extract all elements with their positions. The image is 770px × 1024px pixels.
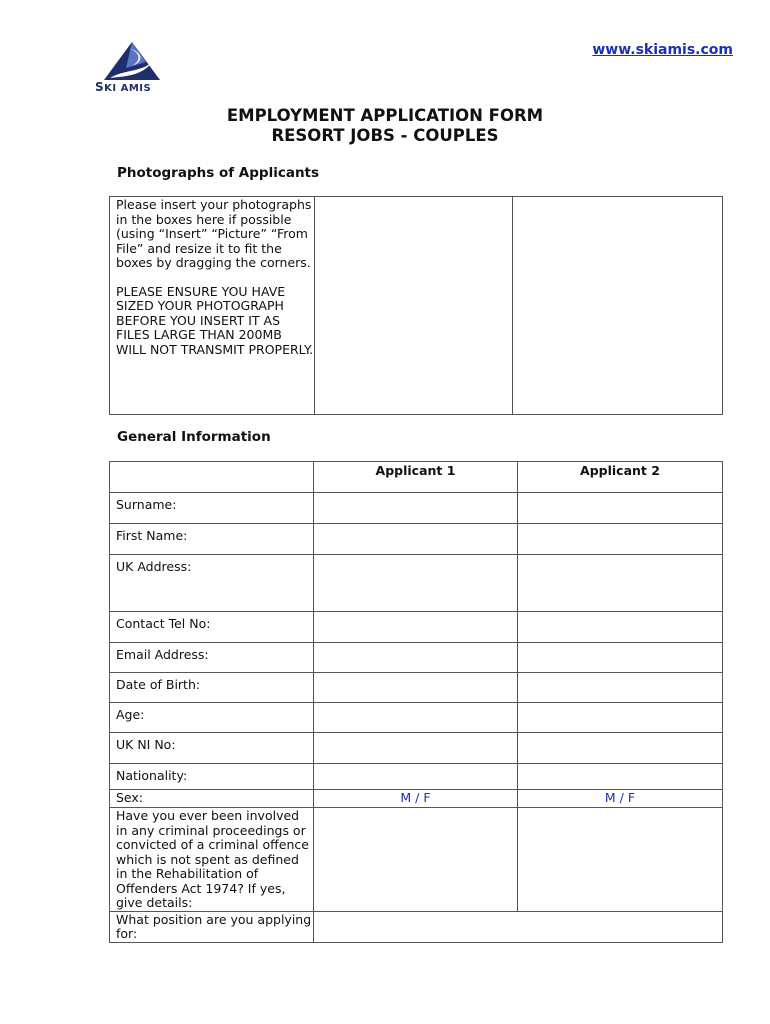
photos-table — [109, 196, 723, 415]
ski-amis-logo — [92, 40, 172, 94]
photo-box-applicant-2[interactable] — [513, 197, 723, 415]
first-name-label: First Name: — [110, 524, 314, 555]
dob-label: Date of Birth: — [110, 673, 314, 703]
photo-instructions — [110, 197, 315, 415]
criminal-record-input-applicant-2[interactable] — [518, 808, 723, 912]
first-name-input-applicant-2[interactable] — [518, 524, 723, 555]
surname-label: Surname: — [110, 493, 314, 524]
form-title: EMPLOYMENT APPLICATION FORM — [226, 106, 544, 125]
form-subtitle: RESORT JOBS - COUPLES — [271, 126, 499, 145]
nationality-input-applicant-1[interactable] — [314, 764, 518, 790]
contact-tel-label: Contact Tel No: — [110, 612, 314, 643]
age-label: Age: — [110, 703, 314, 733]
website-link[interactable]: www.skiamis.com — [592, 42, 733, 58]
ski-amis-logo-icon — [102, 40, 162, 82]
surname-input-applicant-2[interactable] — [518, 493, 723, 524]
ni-input-applicant-1[interactable] — [314, 733, 518, 764]
email-input-applicant-1[interactable] — [314, 643, 518, 673]
contact-tel-input-applicant-1[interactable] — [314, 612, 518, 643]
sex-select-applicant-1[interactable]: M / F — [314, 790, 518, 808]
header-blank-cell — [110, 462, 314, 493]
criminal-record-label: Have you ever been involved in any criminal proceedings or convicted of a criminal offence which is not spent as defined in the Rehabilitation of Offenders Act 1974? If yes, give details: — [110, 808, 314, 912]
ni-input-applicant-2[interactable] — [518, 733, 723, 764]
photo-size-warning: PLEASE ENSURE YOU HAVE SIZED YOUR PHOTOGRAPH BEFORE YOU INSERT IT AS FILES LARGE THAN 200MB WILL NOT TRANSMIT PROPERLY. — [116, 283, 314, 357]
age-input-applicant-2[interactable] — [518, 703, 723, 733]
first-name-input-applicant-1[interactable] — [314, 524, 518, 555]
dob-input-applicant-2[interactable] — [518, 673, 723, 703]
general-info-heading: General Information — [117, 429, 271, 445]
general-info-table — [109, 461, 723, 943]
age-input-applicant-1[interactable] — [314, 703, 518, 733]
surname-input-applicant-1[interactable] — [314, 493, 518, 524]
applicant-2-header: Applicant 2 — [518, 462, 723, 493]
uk-address-label: UK Address: — [110, 555, 314, 612]
ni-label: UK NI No: — [110, 733, 314, 764]
email-input-applicant-2[interactable] — [518, 643, 723, 673]
dob-input-applicant-1[interactable] — [314, 673, 518, 703]
photo-box-applicant-1[interactable] — [315, 197, 513, 415]
photo-instructions-text: Please insert your photographs in the boxes here if possible (using “Insert” “Picture” “From File” and resize it to fit the boxes by dragging the corners. — [116, 197, 312, 270]
nationality-input-applicant-2[interactable] — [518, 764, 723, 790]
uk-address-input-applicant-2[interactable] — [518, 555, 723, 612]
criminal-record-input-applicant-1[interactable] — [314, 808, 518, 912]
position-input[interactable] — [314, 911, 723, 942]
email-label: Email Address: — [110, 643, 314, 673]
uk-address-input-applicant-1[interactable] — [314, 555, 518, 612]
position-label: What position are you applying for: — [110, 911, 314, 942]
sex-select-applicant-2[interactable]: M / F — [518, 790, 723, 808]
applicant-1-header: Applicant 1 — [314, 462, 518, 493]
logo-text: SKI AMIS — [95, 80, 152, 94]
nationality-label: Nationality: — [110, 764, 314, 790]
contact-tel-input-applicant-2[interactable] — [518, 612, 723, 643]
photos-heading: Photographs of Applicants — [117, 165, 320, 181]
sex-label: Sex: — [110, 790, 314, 808]
